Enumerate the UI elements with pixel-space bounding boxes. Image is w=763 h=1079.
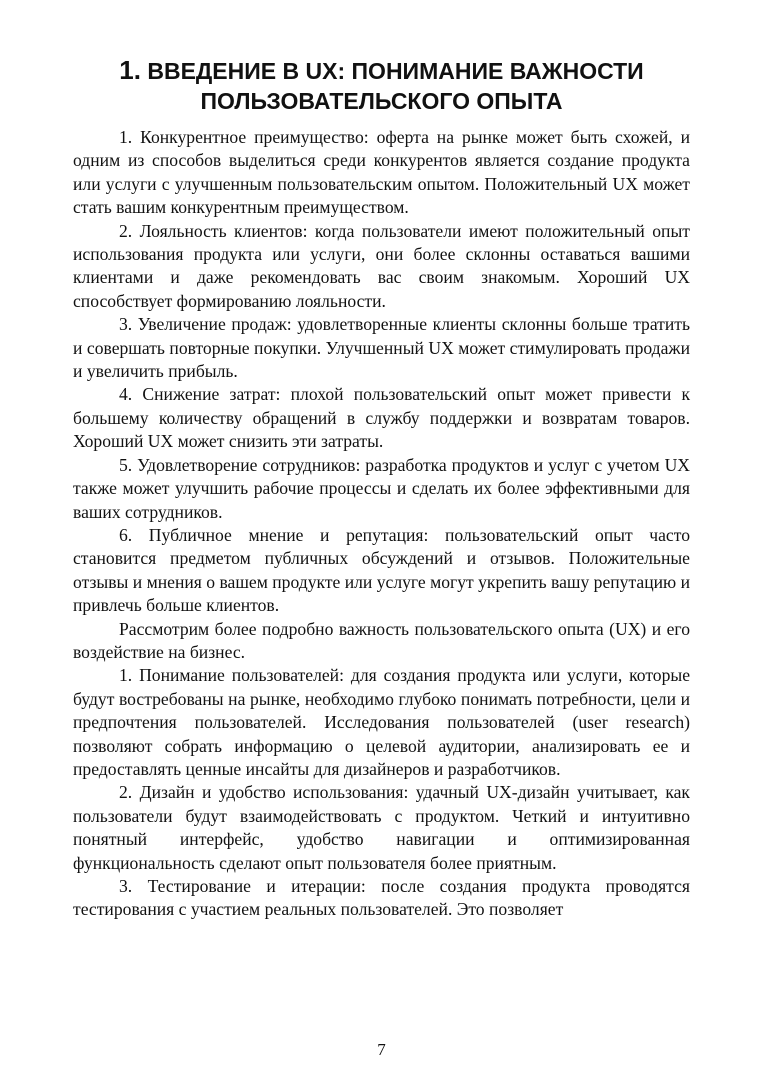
paragraph: 3. Тестирование и итерации: после создания продукта проводятся тестирования с участием реальных пользователей. Это позволяет [73, 876, 690, 920]
body-text [73, 126, 690, 922]
paragraph: 1. Конкурентное преимущество: оферта на рынке может быть схожей, и одним из способов выделиться среди конкурентов является создание продукта или услуги с улучшенным пользовательским опытом. Положительный UX может стать вашим конкурентным преимуществом. [73, 127, 690, 218]
chapter-title [70, 55, 693, 116]
paragraph: 4. Снижение затрат: плохой пользовательский опыт может привести к большему количеству обращений в службу поддержки и возвратам товаров. Хороший UX может снизить эти затраты. [73, 384, 690, 452]
page-number: 7 [377, 1040, 386, 1059]
paragraph: Рассмотрим более подробно важность пользовательского опыта (UX) и его воздействие на бизнес. [73, 618, 690, 662]
paragraph: 5. Удовлетворение сотрудников: разработка продуктов и услуг с учетом UX также может улучшить рабочие процессы и сделать их более эффективными для ваших сотрудников. [73, 454, 690, 522]
paragraph: 1. Понимание пользователей: для создания продукта или услуги, которые будут востребованы на рынке, необходимо глубоко понимать потребности, цели и предпочтения пользователей. Исследования пользователей (user research) позволяют собрать информацию о целевой аудитории, анализировать ее и предоставлять ценные инсайты для дизайнеров и разработчиков. [73, 665, 690, 779]
chapter-number: 1. [119, 55, 141, 85]
paragraph: 2. Лояльность клиентов: когда пользователи имеют положительный опыт использования продукта или услуги, они более склонны оставаться вашими клиентами и даже рекомендовать вас своим знакомым. Хороший UX способствует формированию лояльности. [73, 220, 690, 311]
paragraph: 3. Увеличение продаж: удовлетворенные клиенты склонны больше тратить и совершать повторные покупки. Улучшенный UX может стимулировать продажи и увеличить прибыль. [73, 314, 690, 382]
paragraph: 6. Публичное мнение и репутация: пользовательский опыт часто становится предметом публичных обсуждений и отзывов. Положительные отзывы и мнения о вашем продукте или услуге могут укрепить вашу репутацию и привлечь больше клиентов. [73, 524, 690, 616]
chapter-title-line-1: ВВЕДЕНИЕ В UX: ПОНИМАНИЕ ВАЖНОСТИ [147, 58, 644, 84]
paragraph: 2. Дизайн и удобство использования: удачный UX-дизайн учитывает, как пользователи будут взаимодействовать с продуктом. Четкий и интуитивно понятный интерфейс, удобство навигации и оптимизированная функциональность сделают опыт пользователя более приятным. [73, 782, 690, 873]
chapter-title-line-2: ПОЛЬЗОВАТЕЛЬСКОГО ОПЫТА [200, 88, 563, 114]
